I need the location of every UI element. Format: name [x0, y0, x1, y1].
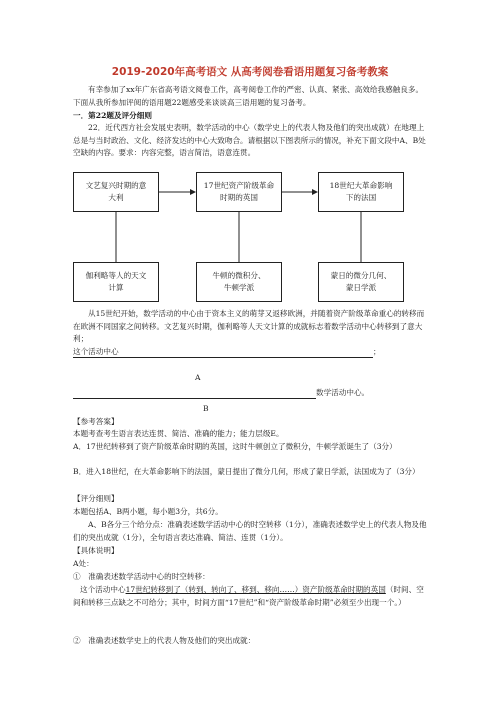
diagram-box-italy-label: 文艺复兴时期的意大利 — [85, 181, 147, 202]
question-22: 22．近代西方社会发展史表明，数学活动的中心（数学史上的代表人物及他们的突出成就）在地理上总是与当时政治、文化、经济发达的中心大致吻合。请根据以下图表所示的情况，补充下面文段中A、B处空缺的内容。要求：内容完整，语言简洁，语意连贯。 — [73, 123, 426, 158]
blank-a-underline — [73, 357, 373, 358]
section-heading: 一．第22题及评分细则 — [73, 111, 152, 120]
rules-heading: 【评分细则】 — [73, 494, 119, 503]
a-place: A处： — [73, 559, 94, 568]
diagram-box-france-label: 18世纪大革命影响下的法国 — [329, 181, 393, 202]
blank-b-suffix: 数学活动中心。 — [316, 388, 370, 397]
diagram-box-galileo-label: 伽利略等人的天文计算 — [85, 271, 147, 292]
blank-b-label: B — [203, 404, 209, 413]
diagram-box-newton-label: 牛顿的微积分、牛顿学派 — [212, 271, 266, 292]
passage: 从15世纪开始，数学活动的中心由于资本主义的萌芽又返移欧洲，并随着资产阶级革命重心的转移而在欧洲不同国家之间转移。文艺复兴时期，伽利略等人天文计算的成就标志着数学活动中心转移到了意大利； — [73, 309, 425, 344]
item-2: ② 准确表述数学史上的代表人物及他们的突出成就： — [73, 636, 256, 645]
detail-heading: 【具体说明】 — [73, 546, 119, 555]
answer-a: A．17世纪转移到了资产阶级革命时期的英国，这时牛顿创立了微积分，牛顿学派诞生了（3分） — [73, 442, 397, 451]
item-1: ① 准确表述数学活动中心的时空转移： — [73, 572, 210, 581]
ref-answer-heading: 【参考答案】 — [73, 417, 119, 426]
blank-a-line — [73, 346, 428, 359]
rules-1: 本题包括A、B两小题，每小题3分，共6分。 — [73, 507, 223, 516]
blank-b-underline — [73, 398, 316, 399]
diagram-box-monge-label: 蒙日的微分几何、蒙日学派 — [330, 271, 392, 292]
blank-a-label: A — [195, 373, 201, 382]
diagram-box-england-label: 17世纪资产阶级革命时期的英国 — [203, 181, 275, 202]
document-title: 2019-2020年高考语文 从高考阅卷看语用题复习备考教案 — [111, 66, 389, 78]
rules-2: A、B各分三个给分点：准确表述数学活动中心的时空转移（1分），准确表述数学史上的代表人物及他们的突出成就（1分），全句语言表达准确、简洁、连贯（1分）。 — [73, 520, 427, 542]
item-1-text — [73, 584, 428, 609]
blank-a-prefix: 这个活动中心 — [73, 347, 119, 356]
blank-a-suffix: ； — [373, 347, 381, 356]
item-1-text-underlined: 17世纪转移到了（转到、转向了、移到、移向……）资产阶级革命时期的英国 — [125, 585, 386, 594]
ref-answer-intro: 本题考查考生语言表达连贯、简洁、准确的能力；能力层级E。 — [73, 429, 284, 438]
item-1-text-post: （时间、空间和转移三点缺之不可给分；其中，时间方面“17世纪”和“资产阶级革命时期”必须至少出现一个。） — [73, 585, 424, 607]
intro-paragraph: 有幸参加了xx年广东省高考语文阅卷工作，高考阅卷工作的严密、认真、紧张、高效给我感触良多。下面从我所参加评阅的语用题22题感受来谈谈高三语用题的复习备考。 — [73, 85, 424, 107]
item-1-text-pre: 这个活动中心 — [80, 585, 126, 594]
answer-b: B．进入18世纪，在大革命影响下的法国，蒙日提出了微分几何，形成了蒙日学派，法国成为了（3分） — [73, 467, 420, 476]
